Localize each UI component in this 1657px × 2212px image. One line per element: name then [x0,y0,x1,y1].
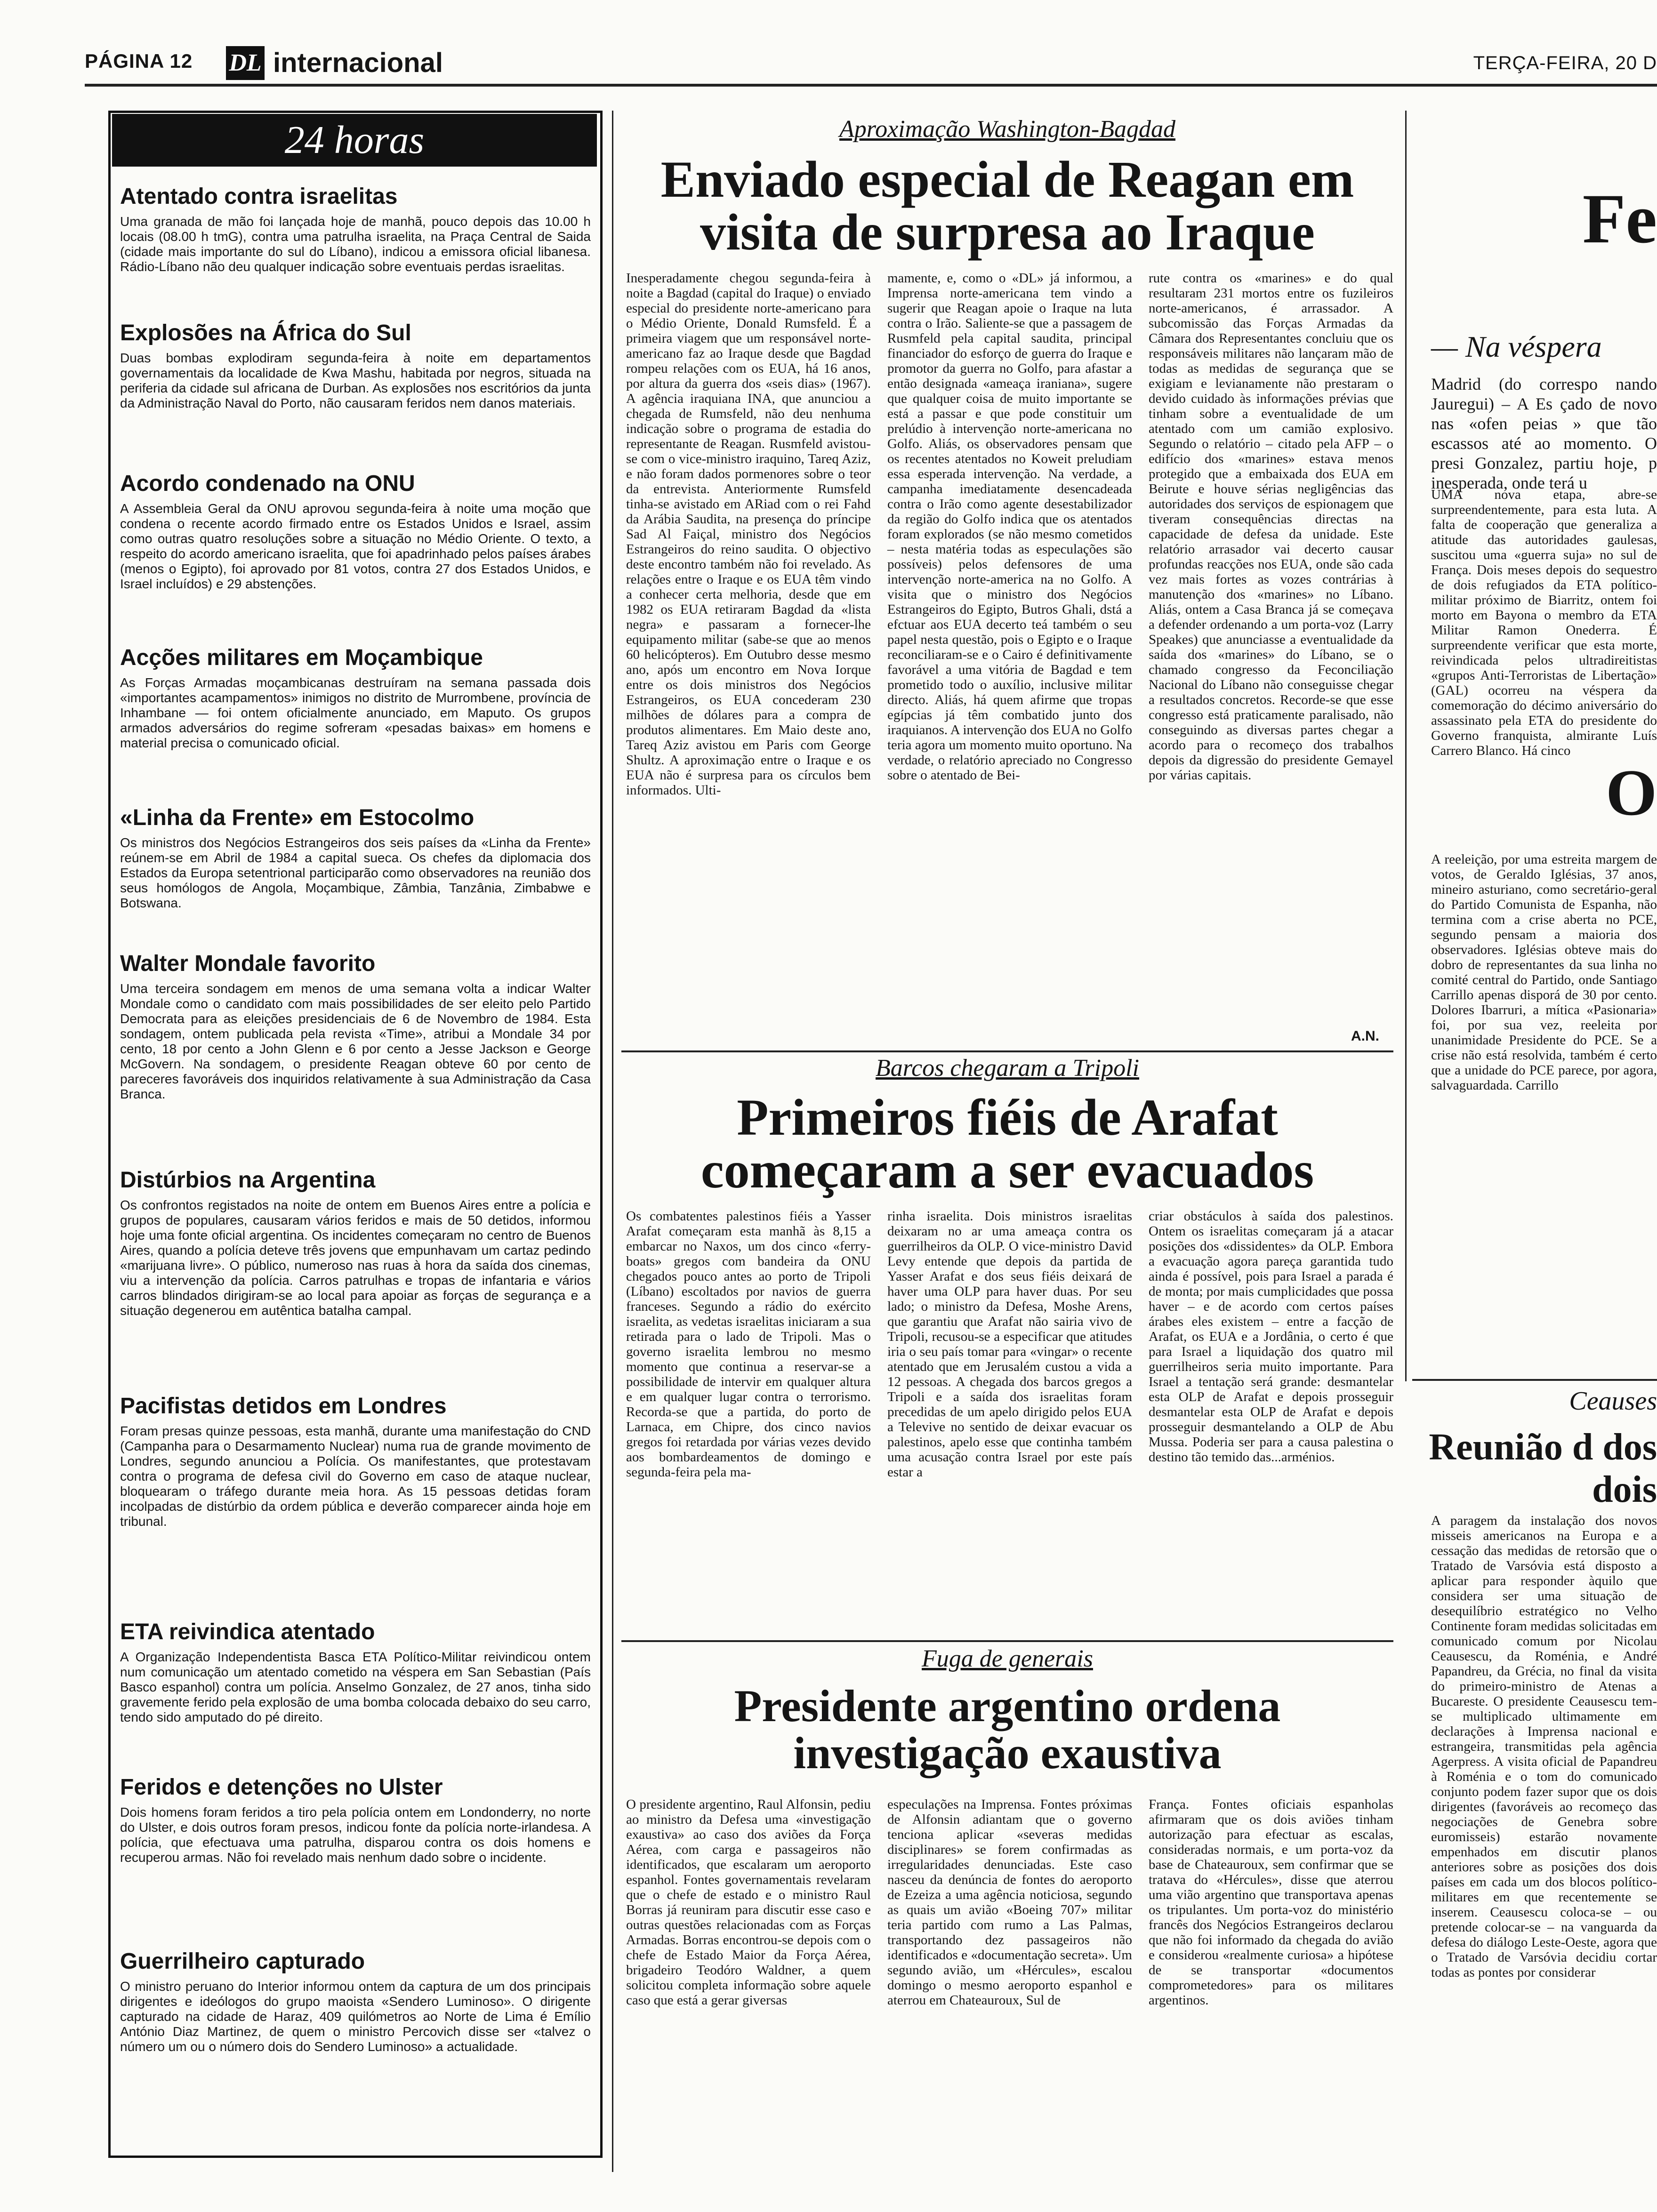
brief-text: O ministro peruano do Interior informou ontem da captura de um dos principais dirigentes e ideólogos do grupo maoista «Sendero Luminoso». O dirigente capturado na cidade de Haraz, 409 quilómetros ao Norte de Lima é Emílio António Diaz Martinez, de quem o ministro Percovich disse ser «talvez o número um ou o número dois do Sendero Luminoso» a actualidade. [120,1979,591,2054]
brief-text: A Assembleia Geral da ONU aprovou segunda-feira à noite uma moção que condena o recente acordo firmado entre os Estados Unidos e Israel, assim como outras quatro resoluções sobre a situação no Médio Oriente. O texto, a respeito do acordo americano israelita, que foi apadrinhado pelos países árabes (menos o Egipto), foi aprovado por 81 votos, contra 27 dos Estados Unidos, e Israel incluídos) e 29 abstenções. [120,501,591,591]
story-column: mamente, e, como o «DL» já informou, a Imprensa norte-americana tem vindo a sugerir que Reagan apoie o Iraque na luta contra o Irão. Saliente-se que a passagem de Rusmfeld pela capital saudita, principal financiador do esforço de guerra do Iraque e promotor da guerra no Golfo, para afastar a então designada «ameaça iraniana», sugere que qualquer coisa de muito importante se está a passar e que pode constituir um prelúdio à intervenção norte-americana no Golfo. Aliás, os observadores pensam que os recentes atentados no Koweit preludiam essa esperada intervenção. Na verdade, a campanha imediatamente desencadeada contra o Irão como agente desestabilizador da região do Golfo indica que os atentados foram explorados (se não mesmo cometidos – nesta matéria todas as especulações são possíveis) pelos defensores de uma intervenção norte-america na no Golfo. A visita que o ministro dos Negócios Estrangeiros do Egipto, Butros Ghali, dstá a efctuar aos EUA decerto teá também o seu papel nesta questão, pois o Egipto e o Iraque reconciliaram-se e o Cairo é definitivamente favorável a uma vitória de Bagdad e tem prometido todo o auxílio, inclusive militar directo. Aliás, há quem afirme que tropas egípcias já têm combatido junto dos iraquianos. A intervenção dos EUA no Golfo teria agora um momento muito oportuno. Na verdade, o relatório apreciado no Congresso sobre o atentado de Bei- [887,271,1132,783]
page-number: PÁGINA 12 [85,50,193,72]
masthead-rule [85,84,1657,87]
brief-text: Os confrontos registados na noite de ontem em Buenos Aires entre a polícia e grupos de populares, causaram vários feridos e mais de 50 detidos, informou hoje uma fonte oficial argentina. Os incidentes começaram no centro de Buenos Aires, quando a polícia deteve três jovens que empunhavam um cartaz pedindo «marijuana livre». O público, numeroso nas ruas à hora da saída dos cinemas, viu a intervenção da polícia. Carros patrulhas e tropas de infantaria e vários carros blindados dirigiram-se ao local para apoiar as forças de segurança e a situação degenerou em autêntica batalha campal. [120,1198,591,1318]
story-rule [621,1640,1393,1642]
story-column: O presidente argentino, Raul Alfonsin, pediu ao ministro da Defesa uma «investigação exaustiva» ao caso dos aviões da Força Aérea, com carga e passageiros não identificados, que escalaram um aeroporto espanhol. Fontes governamentais revelaram que o chefe de estado e o ministro Raul Borras já reuniram para discutir esse caso e outras questões relacionadas com as Forças Armadas. Borras encontrou-se depois com o chefe de Estado Maior da Força Aérea, brigadeiro Teodóro Waldner, a quem solicitou completa informação sobre aquele caso que está a gerar giversas [626,1797,871,2008]
story-column: Inesperadamente chegou segunda-feira à noite a Bagdad (capital do Iraque) o enviado especial do presidente norte-americano para o Médio Oriente, Donald Rumsfeld. É a primeira viagem que um responsável norte-americano faz ao Iraque desde que Bagdad rompeu relações com os EUA, há 16 anos, por altura da guerra dos «seis dias» (1967). A agência iraquiana INA, que anunciou a chegada de Rumsfeld, não deu nenhuma indicação sobre o programa de estadia do representante de Reagan. Rusmfeld avistou-se com o vice-ministro iraquino, Tareq Aziz, e não foram dados pormenores sobre o teor da entrevista. Anteriormente Rumsfeld tinha-se avistado em ARiad com o rei Fahd da Arábia Saudita, na presença do príncipe Sad Al Faiçal, ministro dos Negócios Estrangeiros do reino saudita. O objectivo deste encontro também não foi revelado. As relações entre o Iraque e os EUA têm vindo a conhecer certa melhoria, desde que em 1982 os EUA retiraram Bagdad da «lista negra» e passaram a fornecer-lhe equipamento militar (sabe-se que ao menos 60 helicópteros). Em Outubro desse mesmo ano, após um encontro em Nova Iorque entre os dois ministros dos Negócios Estrangeiros, os EUA concederam 230 milhões de dólares para a compra de produtos alimentares. Em Maio deste ano, Tareq Aziz avistou em Paris com George Shultz. A aproximação entre o Iraque e os EUA não é surpresa para os círculos bem informados. Ulti- [626,271,871,798]
right-kicker: — Na véspera [1431,330,1602,363]
right-kicker: Ceauses [1569,1387,1657,1416]
dateline: TERÇA-FEIRA, 20 D [1473,53,1657,73]
right-headline: Reunião d dos dois [1429,1427,1657,1510]
brief-heading: Guerrilheiro capturado [120,1949,365,1974]
brief-heading: Acções militares em Moçambique [120,645,483,670]
brief-heading: Pacifistas detidos em Londres [120,1394,447,1419]
section-title: internacional [273,48,443,78]
story-kicker: Aproximação Washington-Bagdad [839,116,1175,143]
brief-heading: ETA reivindica atentado [120,1619,375,1644]
story-headline: Presidente argentino ordena investigação exaustiva [734,1681,1281,1778]
brief-text: Dois homens foram feridos a tiro pela polícia ontem em Londonderry, no norte do Ulster, e dois outros foram presos, indicou fonte da polícia norte-irlandesa. A polícia, que efectuava uma patrulha, disparou contra os dois homens e recuperou armas. Não foi revelado mais nenhum dado sobre o incidente. [120,1805,591,1865]
masthead [85,46,1657,79]
story-column: criar obstáculos à saída dos palestinos. Ontem os israelitas começaram já a atacar posições dos «dissidentes» da OLP. Embora a evacuação agora pareça garantida tudo ainda é possível, pois para Israel a parada é de monta; por mais cumplicidades que possa haver – e de acordo com certos países árabes eles existem – entre a facção de Arafat, os EUA e a Jordânia, o certo é que para Israel a liquidação dos quatro mil guerrilheiros seria muito importante. Para Israel a tentação será grande: desmantelar esta OLP de Arafat e depois prosseguir desmantelar esta OLP de Arafat e depois prosseguir desmantelando a OLP de Abu Mussa. Poderia ser para a causa palestina o destino tão temido das...arménios. [1149,1209,1393,1465]
story-rule [621,1050,1393,1052]
brief-heading: «Linha da Frente» em Estocolmo [120,805,475,830]
brief-heading: Explosões na África do Sul [120,321,411,345]
brief-heading: Feridos e detenções no Ulster [120,1775,443,1800]
right-text: A paragem da instalação dos novos misseis americanos na Europa e a cessação das medidas de retorsão que o Tratado de Varsóvia está disposto a aplicar para responder àquilo que considera ser uma situação de desequilíbrio estratégico no Velho Continente foram medidas solicitadas em comunicado comum por Nicolau Ceausescu, da Roménia, e André Papandreu, da Grécia, no final da visita do primeiro-ministro de Atenas a Bucareste. O presidente Ceausescu tem-se multiplicado ultimamente em declarações à Imprensa nacional e estrangeira, transmitidas pela agência Agerpress. A visita oficial de Papandreu à Roménia e o tom do comunicado conjunto podem fazer supor que os dois dirigentes (favoráveis ao recomeço das negociações de Genebra sobre euromisseis) estarão novamente empenhados em discutir planos anteriores sobre as posições dos dois países em cada um dos blocos político-militares em que recentemente se inserem. Ceausescu coloca-se – ou pretende colocar-se – na vanguarda da defesa do diálogo Leste-Oeste, agora que o Tratado de Varsóvia decidiu cortar todas as pontes por considerar [1431,1513,1657,1980]
right-column-divider [1405,111,1407,1381]
brief-text: Uma granada de mão foi lançada hoje de manhã, pouco depois das 10.00 h locais (08.00 h tmG), contra uma patrulha israelita, na Praça Central de Saida (cidade mais importante do sul do Líbano), indicou a emissora oficial libanesa. Rádio-Líbano não deu qualquer indicação sobre eventuais perdas israelitas. [120,214,591,274]
right-headline: Fe [1582,180,1657,258]
right-text: UMA nova etapa, abre-se surpreendentemente, para esta luta. A falta de cooperação que generaliza a atitude das autoridades gaulesas, suscitou uma «guerra suja» no sul de França. Dois meses depois do sequestro de dois refugiados da ETA político-militar próximo de Biarritz, ontem foi morto em Bayona o membro da ETA Militar Ramon Onederra. É surpreendente verificar que esta morte, reivindicada pelos ultradireitistas «grupos Anti-Terroristas de Libertação» (GAL) ocorreu na véspera da comemoração do décimo aniversário do assassinato pela ETA do presidente do Governo franquista, almirante Luís Carrero Blanco. Há cinco [1431,487,1657,758]
story-column: França. Fontes oficiais espanholas afirmaram que os dois aviões tinham autorização para efectuar as escalas, consideradas normais, e um porta-voz da base de Chateauroux, sem confirmar que se tratava do «Hércules», disse que aterrou uma vião argentino que transportava apenas os tripulantes. Um porta-voz do ministério francês dos Negócios Estrangeiros declarou que não foi informado da chegada do avião e considerou «realmente curiosa» a hipótese de se transportar «documentos comprometedores» para os militares argentinos. [1149,1797,1393,2008]
brief-heading: Acordo condenado na ONU [120,471,415,496]
right-text: A reeleição, por uma estreita margem de votos, de Geraldo Iglésias, 37 anos, mineiro asturiano, como secretário-geral do Partido Comunista de Espanha, não termina com a crise aberta no PCE, segundo pensam a maioria dos observadores. Iglésias obteve mais do dobro de representantes da sua linha no comité central do Partido, onde Santiago Carrillo apenas disporá de 30 por cento. Dolores Ibarruri, a mítica «Pasionaria» foi, por sua vez, reeleita por unanimidade Presidente do PCE. Se a crise não está resolvida, também é certo que a unidade do PCE parece, por agora, salvaguardada. Carrillo [1431,852,1657,1093]
right-rule [1412,1379,1657,1381]
brief-heading: Distúrbios na Argentina [120,1168,376,1193]
brief-text: A Organização Independentista Basca ETA Político-Militar reivindicou ontem num comunicação um atentado cometido na véspera em San Sebastian (País Basco espanhol) contra um polícia. Anselmo Gonzalez, de 27 anos, tinha sido gravemente ferido pela explosão de uma bomba colocada debaixo do seu carro, tendo sido amputado do pé direito. [120,1650,591,1724]
story-column: rute contra os «marines» e do qual resultaram 231 mortos entre os fuzileiros norte-americanos, é arrassador. A subcomissão das Forças Armadas da Câmara dos Representantes concluiu que os responsáveis militares não lançaram mão de todas as medidas de segurança que se exigiam e levianamente não prestaram o devido cuidado às informações prévias que tinham sobre a eventualidade de um atentado com um camião explosivo. Segundo o relatório – citado pela AFP – o edifício dos «marines» estava menos protegido que a embaixada dos EUA em Beirute e houve sérias negligências das autoridades dos serviços de espionagem que tiveram consequências directas na capacidade de defesa da unidade. Este relatório arrasador vai decerto causar profundas reacções nos EUA, onde são cada vez mais fortes as vozes contrárias à manutenção dos «marines» no Líbano. Aliás, ontem a Casa Branca já se começava a defender ordenando a um porta-voz (Larry Speakes) que anunciasse a eventualidade da saída dos «marines» do Líbano, se o chamado congresso da Feconciliação Nacional do Líbano não conseguisse chegar a resultados concretos. Recorde-se que esse congresso está praticamente paralisado, não conseguindo as diversas partes chegar a acordo para o recomeço dos trabalhos depois da digressão do presidente Gemayel por várias capitais. [1149,271,1393,783]
brief-text: Duas bombas explodiram segunda-feira à noite em departamentos governamentais da localidade de Kwa Mashu, habitada por negros, situada na periferia da cidade sul africana de Durban. As explosões nos escritórios da junta da Administração Naval do Porto, não causaram feridos nem danos materiais. [120,351,591,410]
story-column: rinha israelita. Dois ministros israelitas deixaram no ar uma ameaça contra os guerrilheiros da OLP. O vice-ministro David Levy entende que depois da partida de Yasser Arafat e dos seus fiéis deixará de haver uma OLP para haver duas. Por seu lado; o ministro da Defesa, Moshe Arens, que garantiu que Arafat não sairia vivo de Tripoli, recusou-se a especificar que atitudes iria o seu país tomar para «vingar» o recente atentado que em Jerusalém custou a vida a 12 pessoas. A chegada dos barcos gregos a Tripoli e a saída dos israelitas foram precedidas de um apelo dirigido pelos EUA a Televive no sentido de deixar evacuar os palestinos, apelo esse que continha também uma acusação contra Israel por este país estar a [887,1209,1132,1480]
brief-text: Uma terceira sondagem em menos de uma semana volta a indicar Walter Mondale como o candidato com mais possibilidades de ser eleito pelo Partido Democrata para as eleições presidenciais de 6 de Novembro de 1984. Esta sondagem, ontem publicada pela revista «Time», atribui a Mondale 34 por cento, 18 por cento a John Glenn e 6 por cento a Jesse Jackson e George McGovern. Na sondagem, o presidente Reagan obteve 60 por cento de pareceres favoráveis dos inquiridos relativamente à sua Administração da Casa Branca. [120,981,591,1101]
right-headline: O [1606,756,1657,829]
right-lead: Madrid (do correspo nando Jauregui) – A Es çado de novo nas «ofen peias » que tão escassos até ao momento. O presi Gonzalez, partiu hoje, p inesperada, onde terá u [1431,375,1657,492]
story-kicker: Fuga de generais [922,1645,1093,1672]
author-signature: A.N. [1351,1028,1379,1044]
brief-text: Foram presas quinze pessoas, esta manhã, durante uma manifestação do CND (Campanha para o Desarmamento Nuclear) numa rua de grande movimento de Londres, segundo anunciou a Polícia. Os manifestantes, que protestavam contra o programa de defesa civil do Governo em caso de ataque nuclear, bloquearam o tráfego durante meia hora. As 15 pessoas detidas foram incolpadas de distúrbio da ordem pública e deverão comparecer ainda hoje em tribunal. [120,1424,591,1529]
story-column: especulações na Imprensa. Fontes próximas de Alfonsin adiantam que o governo tenciona aplicar «severas medidas disciplinares» se forem confirmadas as irregularidades denunciadas. Este caso nasceu da denúncia de fontes do aeroporto de Ezeiza a uma agência noticiosa, segundo as quais um avião «Boeing 707» militar teria partido com rumo a Las Palmas, transportando dez passageiros não identificados e «documentação secreta». Um segundo avião, um «Hércules», escalou domingo o mesmo aeroporto espanhol e aterrou em Chateauroux, Sul de [887,1797,1132,2008]
brief-text: As Forças Armadas moçambicanas destruíram na semana passada dois «importantes acampamentos» inimigos no distrito de Murrombene, província de Inhambane — foi ontem oficialmente anunciado, em Maputo. Os grupos armados adversários do regime sofreram «pesadas baixas» em homens e material precisa o comunicado oficial. [120,675,591,750]
column-divider [612,111,613,2172]
story-kicker: Barcos chegaram a Tripoli [876,1055,1139,1082]
brief-heading: Atentado contra israelitas [120,184,398,209]
story-headline: Primeiros fiéis de Arafat começaram a ser evacuados [700,1089,1314,1199]
story-column: Os combatentes palestinos fiéis a Yasser Arafat começaram esta manhã às 8,15 a embarcar no Naxos, um dos cinco «ferry-boats» gregos com bandeira da ONU chegados pouco antes ao porto de Tripoli (Líbano) escoltados por navios de guerra franceses. Segundo a rádio do exército israelita, as vedetas israelitas iniciaram a sua retirada para o lado de Tripoli. Mas o governo israelita lembrou no mesmo momento que continua a reservar-se a possibilidade de intervir em qualquer altura e em qualquer lugar contra o terrorismo. Recorda-se que a partida, do porto de Larnaca, em Chipre, dos cinco navios gregos foi retardada por várias vezes devido aos bombardeamentos de domingo e segunda-feira pela ma- [626,1209,871,1480]
brief-text: Os ministros dos Negócios Estrangeiros dos seis países da «Linha da Frente» reúnem-se em Abril de 1984 a capital sueca. Os chefes da diplomacia dos Estados da Europa setentrional participarão como observadores na reunião dos seus homólogos de Angola, Moçambique, Zâmbia, Tanzânia, Zimbabwe e Botswana. [120,835,591,910]
story-headline: Enviado especial de Reagan em visita de surpresa ao Iraque [660,151,1354,261]
newspaper-logo: DL [226,46,265,80]
brief-heading: Walter Mondale favorito [120,951,376,976]
sidebar-banner: 24 horas [112,114,597,167]
